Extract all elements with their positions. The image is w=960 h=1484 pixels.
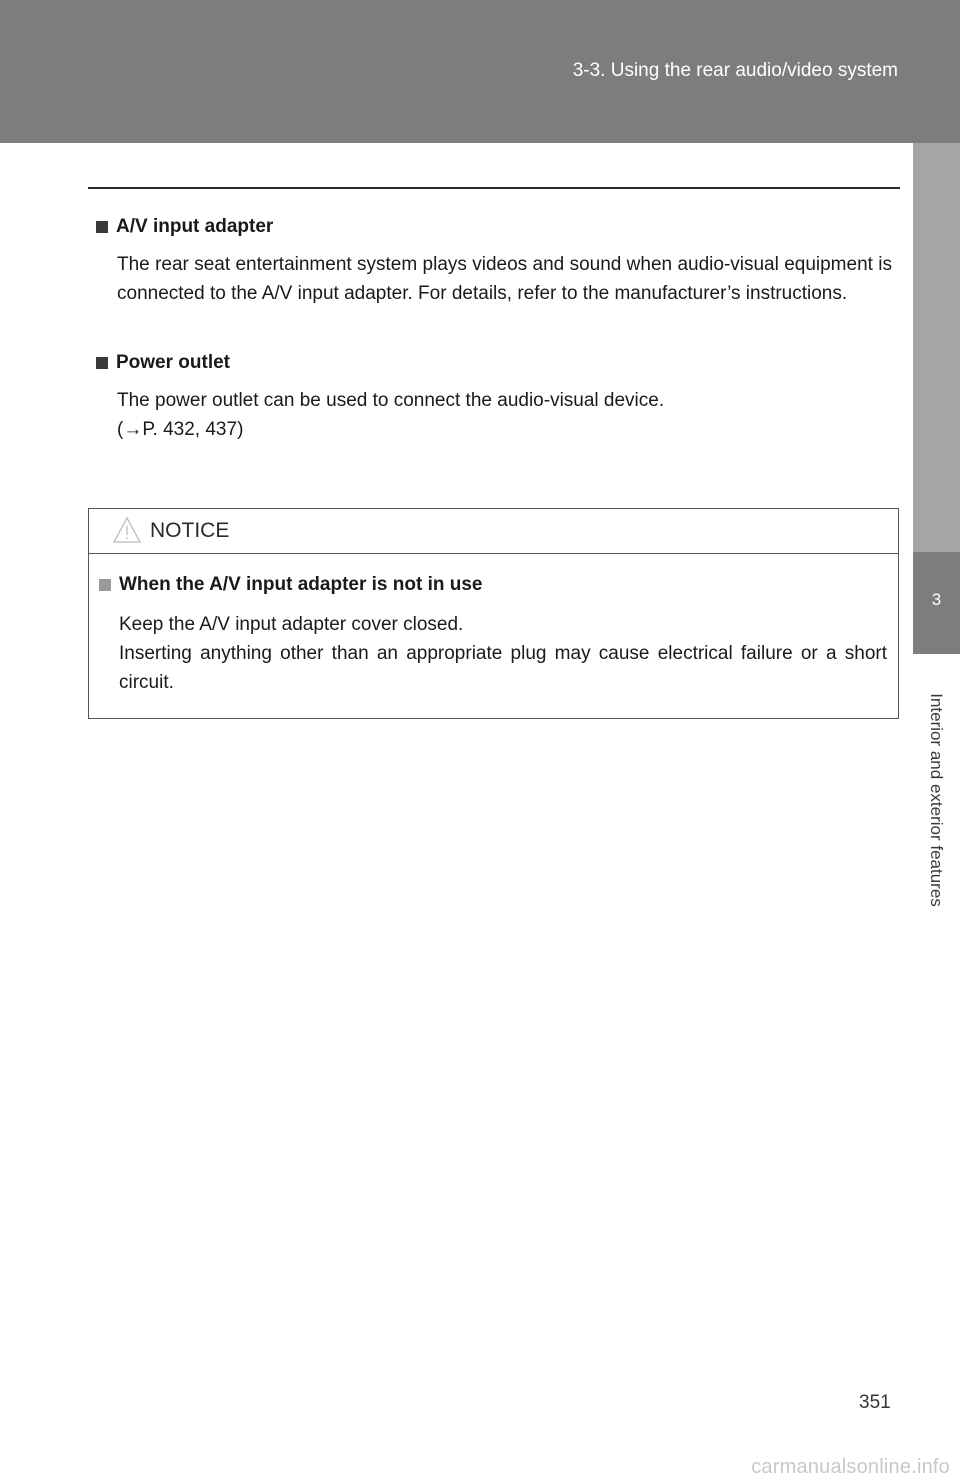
square-bullet-icon xyxy=(99,579,111,591)
notice-line: Keep the A/V input adapter cover closed. xyxy=(119,614,464,635)
section-power-outlet xyxy=(96,352,892,444)
watermark: carmanualsonline.info xyxy=(751,1456,950,1478)
page-reference-link[interactable]: (→P. 432, 437) xyxy=(117,419,244,440)
square-bullet-icon xyxy=(96,221,108,233)
section-title xyxy=(96,216,892,238)
section-body-line: The power outlet can be used to connect the audio-visual device. xyxy=(117,390,665,411)
notice-box xyxy=(88,508,899,719)
section-title-text: A/V input adapter xyxy=(116,216,274,237)
warning-triangle-icon xyxy=(112,515,142,545)
notice-line: Inserting anything other than an appropriate plug may cause electrical failure or a short circuit. xyxy=(119,643,887,693)
chapter-label: Interior and exterior features xyxy=(927,693,946,907)
page-header xyxy=(0,0,960,143)
section-title-text: Power outlet xyxy=(116,352,231,373)
header-rule xyxy=(88,187,900,189)
section-av-input-adapter xyxy=(96,216,892,308)
notice-subtitle xyxy=(99,574,482,596)
notice-body xyxy=(119,610,887,697)
page-number: 351 xyxy=(859,1392,891,1413)
section-title xyxy=(96,352,892,374)
chapter-number: 3 xyxy=(931,590,942,609)
notice-title: NOTICE xyxy=(150,519,230,542)
notice-header xyxy=(89,509,898,554)
square-bullet-icon xyxy=(96,357,108,369)
section-body: The rear seat entertainment system plays videos and sound when audio-visual equipment is connected to the A/V input adapter. For details, refer to the manufacturer’s instructions. xyxy=(117,254,892,304)
notice-subtitle-text: When the A/V input adapter is not in use xyxy=(119,574,483,595)
side-strip xyxy=(913,143,960,552)
chapter-title: 3-3. Using the rear audio/video system xyxy=(572,60,898,81)
chapter-tab xyxy=(913,552,960,654)
